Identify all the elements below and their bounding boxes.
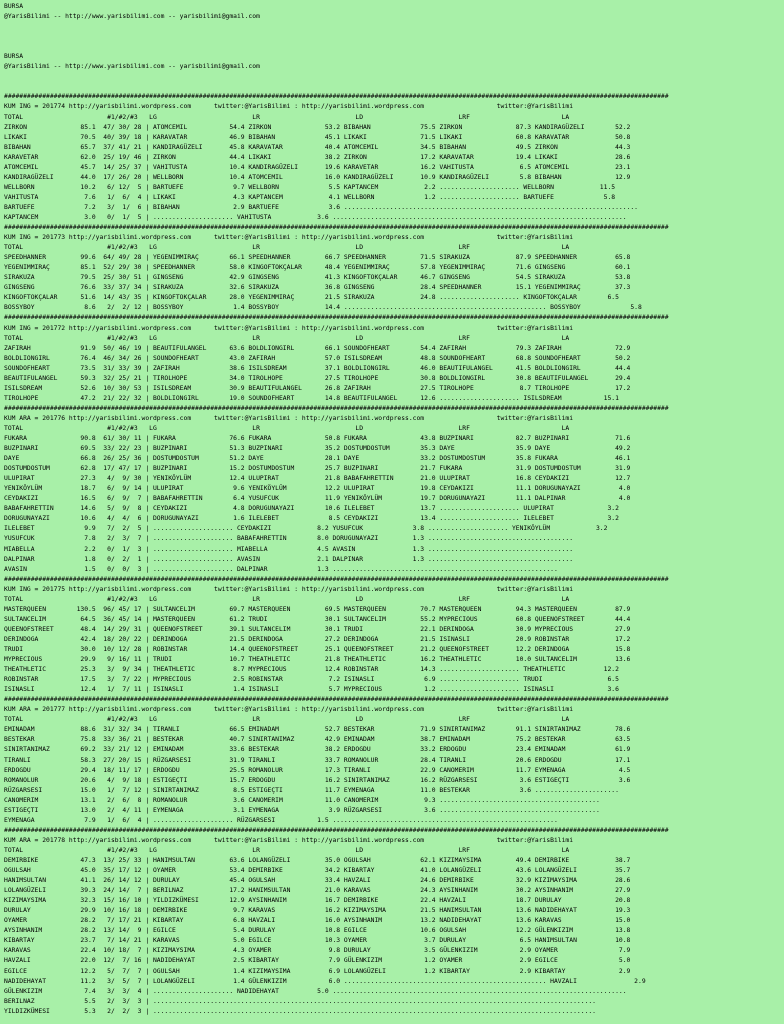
text-line: ULUPIRAT 27.3 4/ 9/ 30 | YENIKÖYLÜM 12.4 ULUPIRAT 21.8 BABAFAHRETTIN 21.0 ULUPIRAT 16.8 CEYDAKIZI 12.7 — [4, 475, 631, 483]
text-line: DALPINAR 1.8 0/ 2/ 1 | ..................... AVASIN 2.1 DALPINAR 1.3 ...................................... — [4, 555, 574, 563]
text-line: KARAVETAR 62.0 25/ 19/ 46 | ZIRKON 44.4 LIKAKI 38.2 ZIRKON 17.2 KARAVATAR 19.4 LIKAKI 28.6 — [4, 153, 631, 161]
text-line: BARTUEFE 7.2 3/ 1/ 6 | BIBAHAN 2.9 BARTUEFE 3.6 ............................................................................. — [4, 203, 638, 211]
text-line: KIBARTAY 23.7 7/ 14/ 21 | KARAVAS 5.0 EGILCE 10.3 OYAMER 3.7 DURULAY 6.5 HANIMSULTAN 10.8 — [4, 937, 631, 945]
text-line: ############################################################################################################################################################################## — [4, 224, 669, 232]
text-line: DORUGUNAYAZI 10.6 4/ 4/ 6 | DORUGUNAYAZI 1.6 ILELEBET 8.5 CEYDAKIZI 13.4 ..................... ILELEBET 3.2 — [4, 515, 619, 523]
text-line: DAYE 66.8 26/ 25/ 36 | DOSTUMDOSTUM 51.2 DAYE 28.1 DAYE 33.2 DOSTUMDOSTUM 35.8 FUKARA 46.1 — [4, 455, 631, 463]
text-line: YILDIZKÜMESI 5.3 2/ 2/ 3 | .................................................................................................................... — [4, 1007, 596, 1015]
text-line: BURSA — [4, 53, 24, 61]
text-line: MIABELLA 2.2 0/ 1/ 3 | ..................... MIABELLA 4.5 AVASIN 1.3 ...................................... — [4, 545, 574, 553]
text-line: BIBAHAN 65.7 37/ 41/ 21 | KANDIRAGÜZELI 45.8 KARAVATAR 40.4 ATOMCEMIL 34.5 BIBAHAN 49.5 ZIRKON 44.3 — [4, 143, 631, 151]
text-line: ZAFIRAH 91.9 50/ 46/ 19 | BEAUTIFULANGEL 63.6 BOLDLIONGIRL 66.1 SOUNDOFHEART 54.4 ZAFIRAH 79.3 ZAFIRAH 72.9 — [4, 344, 631, 352]
text-line: OYAMER 28.2 7/ 17/ 21 | KIBARTAY 6.8 HAVZALI 16.0 AYSINHANIM 13.2 NADIDEHAYAT 13.6 KARAVAS 15.0 — [4, 917, 631, 925]
text-line: KAPTANCEM 3.0 0/ 1/ 5 | ..................... VAHITUSTA 3.6 ............................................................................. — [4, 213, 627, 221]
text-line: SOUNDOFHEART 73.5 31/ 33/ 39 | ZAFIRAH 38.6 ISILSDREAM 37.1 BOLDLIONGIRL 46.0 BEAUTIFULANGEL 41.5 BOLDLIONGIRL 44.4 — [4, 364, 631, 372]
text-line: WELLBORN 10.2 6/ 12/ 5 | BARTUEFE 9.7 WELLBORN 5.5 KAPTANCEM 2.2 ..................... WELLBORN 11.5 — [4, 183, 616, 191]
text-line: DEMIRBIKE 47.3 13/ 25/ 33 | HANIMSULTAN 63.6 LOLANGÜZELI 35.0 OGULSAH 62.1 KIZIMAYSIMA 49.4 DEMIRBIKE 38.7 — [4, 856, 631, 864]
text-line: KINGOFTOKÇALAR 51.6 14/ 43/ 35 | KINGOFTOKÇALAR 28.0 YEGENIMMIRAÇ 21.5 SIRAKUZA 24.8 ..................... KINGOFTOKÇALAR 6.5 — [4, 294, 619, 302]
text-line: KUM ING = 201775 http://yarisbilimi.wordpress.com twitter:@YarisBilimi : http://yarisbilimi.wordpress.com twitter:@YarisBilimi — [4, 585, 574, 593]
text-line: ############################################################################################################################################################################## — [4, 93, 669, 101]
text-line: BOSSYBOY 8.6 2/ 2/ 12 | BOSSYBOY 1.4 BOSSYBOY 14.4 ..................................................... BOSSYBOY 5.8 — [4, 304, 642, 312]
text-line: TOTAL #1/#2/#3 LG LR LD LRF LA — [4, 424, 570, 432]
text-line: TIRANLI 58.3 27/ 20/ 15 | RÜZGARSESI 31.9 TIRANLI 33.7 ROMANOLUR 28.4 TIRANLI 20.6 ERDOGDU 17.1 — [4, 756, 631, 764]
text-line: TOTAL #1/#2/#3 LG LR LD LRF LA — [4, 716, 570, 724]
text-line: ILELEBET 9.9 7/ 2/ 5 | ..................... CEYDAKIZI 8.2 YUSUFCUK 3.8 ..................... YENIKÖYLÜM 3.2 — [4, 525, 608, 533]
text-line: LOLANGÜZELI 39.3 24/ 14/ 7 | BERILNAZ 17.2 HANIMSULTAN 21.0 KARAVAS 24.3 AYSINHANIM 30.2 AYSINHANIM 27.9 — [4, 887, 631, 895]
text-line: YENIKÖYLÜM 18.7 6/ 9/ 14 | ULUPIRAT 9.6 YENIKÖYLÜM 12.2 ULUPIRAT 19.8 CEYDAKIZI 11.1 DORUGUNAYAZI 4.0 — [4, 485, 631, 493]
text-line: GINGSENG 76.6 33/ 37/ 34 | SIRAKUZA 32.6 SIRAKUZA 36.8 GINGSENG 28.4 SPEEDHANNER 15.1 YEGENIMMIRAÇ 37.3 — [4, 284, 631, 292]
text-line: BOLDLIONGIRL 76.4 46/ 34/ 26 | SOUNDOFHEART 43.0 ZAFIRAH 57.0 ISILSDREAM 48.8 SOUNDOFHEART 68.8 SOUNDOFHEART 50.2 — [4, 354, 631, 362]
text-line: EMINADAM 88.6 31/ 32/ 34 | TIRANLI 66.5 EMINADAM 52.7 BESTEKAR 71.9 SINIRTANIMAZ 91.1 SINIRTANIMAZ 78.6 — [4, 726, 631, 734]
text-line: ZIRKON 85.1 47/ 30/ 28 | ATOMCEMIL 54.4 ZIRKON 53.2 BIBAHAN 75.5 ZIRKON 87.3 KANDIRAGÜZELI 52.2 — [4, 123, 631, 131]
text-line: MYPRECIOUS 29.9 9/ 16/ 11 | TRUDI 10.7 THEATHLETIC 21.8 THEATHLETIC 16.2 THEATHLETIC 10.0 SULTANCELIM 13.6 — [4, 656, 631, 664]
text-line: DERINDOGA 42.4 18/ 20/ 22 | DERINDOGA 21.5 DERINDOGA 27.2 DERINDOGA 21.5 ISINASLI 20.9 ROBINSTAR 17.2 — [4, 635, 631, 643]
text-line: ERDOGDU 29.4 18/ 11/ 17 | ERDOGDU 25.5 ROMANOLUR 17.3 TIRANLI 22.9 CANOMERIM 11.7 EYMENAGA 4.5 — [4, 766, 631, 774]
text-line: BESTEKAR 75.8 33/ 36/ 21 | BESTEKAR 40.7 SINIRTANIMAZ 42.9 EMINADAM 38.7 EMINADAM 75.2 BESTEKAR 63.5 — [4, 736, 631, 744]
text-line: THEATHLETIC 25.3 3/ 9/ 34 | THEATHLETIC 8.7 MYPRECIOUS 12.4 ROBINSTAR 14.3 ..................... THEATHLETIC 12.2 — [4, 666, 619, 674]
text-line: SIRAKUZA 79.5 25/ 30/ 51 | GINGSENG 42.9 GINGSENG 41.3 KINGOFTOKÇALAR 46.7 GINGSENG 54.5 SIRAKUZA 53.8 — [4, 274, 631, 282]
text-line — [4, 72, 780, 82]
text-line: @YarisBilimi -- http://www.yarisbilimi.com -- yarisbilimi@gmail.com — [4, 13, 260, 21]
text-line: BERILNAZ 5.5 2/ 3/ 3 | .................................................................................................................... — [4, 997, 596, 1005]
text-line: YUSUFCUK 7.8 2/ 3/ 7 | ..................... BABAFAHRETTIN 8.0 DORUGUNAYAZI 1.3 ...................................... — [4, 535, 574, 543]
text-line: KUM ING = 201773 http://yarisbilimi.wordpress.com twitter:@YarisBilimi : http://yarisbilimi.wordpress.com twitter:@YarisBilimi — [4, 234, 574, 242]
text-line: TRUDI 30.0 10/ 12/ 28 | ROBINSTAR 14.4 QUEENOFSTREET 25.1 QUEENOFSTREET 21.2 QUEENOFSTREET 12.2 DERINDOGA 15.8 — [4, 646, 631, 653]
text-line: SULTANCELIM 64.5 36/ 45/ 14 | MASTERQUEEN 61.2 TRUDI 30.1 SULTANCELIM 55.2 MYPRECIOUS 60.8 QUEENOFSTREET 44.4 — [4, 615, 631, 623]
text-line: KANDIRAGÜZELI 44.0 17/ 26/ 20 | WELLBORN 10.4 ATOMCEMIL 16.0 KANDIRAGÜZELI 10.9 KANDIRAGÜZELI 5.8 BIBAHAN 12.9 — [4, 173, 631, 181]
text-line: FUKARA 90.8 61/ 30/ 11 | FUKARA 76.6 FUKARA 50.8 FUKARA 43.8 BUZPINARI 82.7 BUZPINARI 71.6 — [4, 435, 631, 443]
text-line — [4, 82, 780, 92]
text-line: TOTAL #1/#2/#3 LG LR LD LRF LA — [4, 113, 570, 121]
text-line: ROMANOLUR 20.6 4/ 9/ 18 | ESTIGEÇTI 15.7 ERDOGDU 16.2 SINIRTANIMAZ 16.2 RÜZGARSESI 3.6 ESTIGEÇTI 3.6 — [4, 776, 631, 784]
text-line: SINIRTANIMAZ 69.2 33/ 21/ 12 | EMINADAM 33.6 BESTEKAR 38.2 ERDOGDU 33.2 ERDOGDU 23.4 EMINADAM 61.9 — [4, 746, 631, 754]
document-body — [4, 2, 780, 1017]
text-line: KUM ARA = 201776 http://yarisbilimi.wordpress.com twitter:@YarisBilimi : http://yarisbilimi.wordpress.com twitter:@YarisBilimi — [4, 414, 574, 422]
text-line: LIKAKI 70.5 40/ 39/ 18 | KARAVATAR 46.9 BIBAHAN 45.1 LIKAKI 71.5 LIKAKI 60.8 KARAVATAR 50.8 — [4, 133, 631, 141]
text-line: EGILCE 12.2 5/ 7/ 7 | OGULSAH 1.4 KIZIMAYSIMA 6.9 LOLANGÜZELI 1.2 KIBARTAY 2.9 KIBARTAY 2.9 — [4, 967, 631, 975]
text-line: ############################################################################################################################################################################## — [4, 575, 669, 583]
text-line: YEGENIMMIRAÇ 85.1 52/ 29/ 30 | SPEEDHANNER 58.0 KINGOFTOKÇALAR 48.4 YEGENIMMIRAÇ 57.8 YEGENIMMIRAÇ 71.6 GINGSENG 60.1 — [4, 264, 631, 272]
text-line: KIZIMAYSIMA 32.3 15/ 16/ 10 | YILDIZKÜMESI 12.9 AYSINHANIM 16.7 DEMIRBIKE 22.4 HAVZALI 18.7 DURULAY 20.8 — [4, 897, 631, 905]
text-line: KUM ARA = 201777 http://yarisbilimi.wordpress.com twitter:@YarisBilimi : http://yarisbilimi.wordpress.com twitter:@YarisBilimi — [4, 706, 574, 714]
text-line: ISILSDREAM 52.6 10/ 30/ 53 | ISILSDREAM 30.9 BEAUTIFULANGEL 26.8 ZAFIRAH 27.5 TIROLHOPE 8.7 TIROLHOPE 17.2 — [4, 384, 631, 392]
text-line: AYSINHANIM 28.2 13/ 14/ 9 | EGILCE 5.4 DURULAY 10.8 EGILCE 10.6 OGULSAH 12.2 GÜLENKIZIM 13.8 — [4, 927, 631, 935]
text-line: KUM ARA = 201778 http://yarisbilimi.wordpress.com twitter:@YarisBilimi : http://yarisbilimi.wordpress.com twitter:@YarisBilimi — [4, 836, 574, 844]
text-line: DOSTUMDOSTUM 62.8 17/ 47/ 17 | BUZPINARI 15.2 DOSTUMDOSTUM 25.7 BUZPINARI 21.7 FUKARA 31.9 DOSTUMDOSTUM 31.9 — [4, 465, 631, 473]
text-line: AVASIN 1.5 0/ 0/ 3 | ..................... DALPINAR 1.3 ........................................................... — [4, 565, 558, 573]
text-line: KARAVAS 22.4 10/ 18/ 7 | KIZIMAYSIMA 4.3 OYAMER 9.8 DURULAY 3.5 GÜLENKIZIM 2.9 OYAMER 7.9 — [4, 947, 631, 955]
text-line: ESTIGEÇTI 13.0 2/ 4/ 11 | EYMENAGA 3.1 EYMENAGA 3.9 RÜZGARSESI 3.6 .......................................... — [4, 806, 600, 814]
text-line: CEYDAKIZI 16.5 6/ 9/ 7 | BABAFAHRETTIN 6.4 YUSUFCUK 11.9 YENIKÖYLÜM 19.7 DORUGUNAYAZI 11.1 DALPINAR 4.0 — [4, 495, 631, 503]
text-line: @YarisBilimi -- http://www.yarisbilimi.com -- yarisbilimi@gmail.com — [4, 63, 260, 71]
text-line: TOTAL #1/#2/#3 LG LR LD LRF LA — [4, 244, 570, 252]
text-line — [4, 22, 780, 32]
text-line: DURULAY 29.9 10/ 16/ 18 | DEMIRBIKE 9.7 KARAVAS 16.2 KIZIMAYSIMA 21.5 HANIMSULTAN 13.6 NADIDEHAYAT 19.3 — [4, 907, 631, 915]
text-line: ############################################################################################################################################################################## — [4, 404, 669, 412]
text-line: NADIDEHAYAT 11.2 3/ 5/ 7 | LOLANGÜZELI 1.4 GÜLENKIZIM 6.0 ..................................................... HAVZALI 2.9 — [4, 977, 646, 985]
text-line: HANIMSULTAN 41.1 26/ 14/ 12 | DURULAY 45.4 OGULSAH 33.4 HAVZALI 24.6 DEMIRBIKE 32.9 KIZIMAYSIMA 28.6 — [4, 877, 631, 885]
text-line: SPEEDHANNER 99.6 64/ 49/ 28 | YEGENIMMIRAÇ 66.1 SPEEDHANNER 66.7 SPEEDHANNER 71.5 SIRAKUZA 87.9 SPEEDHANNER 65.8 — [4, 254, 631, 262]
text-line: BABAFAHRETTIN 14.6 5/ 9/ 8 | CEYDAKIZI 4.8 DORUGUNAYAZI 10.6 ILELEBET 13.7 ..................... ULUPIRAT 3.2 — [4, 505, 619, 513]
text-line: ############################################################################################################################################################################## — [4, 696, 669, 704]
text-line: ############################################################################################################################################################################## — [4, 826, 669, 834]
text-line: BEAUTIFULANGEL 59.3 32/ 25/ 21 | TIROLHOPE 34.0 TIROLHOPE 27.5 TIROLHOPE 30.8 BOLDLIONGIRL 30.8 BEAUTIFULANGEL 29.4 — [4, 374, 631, 382]
text-line: TIROLHOPE 47.2 21/ 22/ 32 | BOLDLIONGIRL 19.0 SOUNDOFHEART 14.8 BEAUTIFULANGEL 12.6 ..................... ISILSDREAM 15.1 — [4, 394, 619, 402]
text-line: TOTAL #1/#2/#3 LG LR LD LRF LA — [4, 846, 570, 854]
text-line: BURSA — [4, 3, 24, 10]
text-line: RÜZGARSESI 15.0 1/ 7/ 12 | SINIRTANIMAZ 8.5 ESTIGEÇTI 11.7 EYMENAGA 11.0 BESTEKAR 3.6 ...................... — [4, 786, 619, 794]
text-line — [4, 42, 780, 52]
text-line: KUM ING = 201772 http://yarisbilimi.wordpress.com twitter:@YarisBilimi : http://yarisbilimi.wordpress.com twitter:@YarisBilimi — [4, 324, 574, 332]
text-line — [4, 32, 780, 42]
text-line: TOTAL #1/#2/#3 LG LR LD LRF LA — [4, 595, 570, 603]
text-line: ATOMCEMIL 45.7 14/ 25/ 37 | VAHITUSTA 10.4 KANDIRAGÜZELI 19.6 KARAVETAR 16.2 VAHITUSTA 6.5 ATOMCEMIL 23.1 — [4, 163, 631, 171]
text-line: CANOMERIM 13.1 2/ 6/ 8 | ROMANOLUR 3.6 CANOMERIM 11.0 CANOMERIM 9.3 .......................................... — [4, 796, 600, 804]
text-line: BUZPINARI 69.5 33/ 22/ 23 | BUZPINARI 51.3 BUZPINARI 35.2 DOSTUMDOSTUM 35.3 DAYE 35.9 DAYE 49.2 — [4, 445, 631, 453]
text-line: GÜLENKIZIM 7.4 3/ 3/ 4 | ..................... NADIDEHAYAT 5.0 ............................................................................. — [4, 987, 627, 995]
text-line: HAVZALI 22.0 12/ 7/ 16 | NADIDEHAYAT 2.5 KIBARTAY 7.9 GÜLENKIZIM 1.2 OYAMER 2.9 EGILCE 5.0 — [4, 957, 631, 965]
text-line: MASTERQUEEN 130.5 96/ 45/ 17 | SULTANCELIM 69.7 MASTERQUEEN 69.5 MASTERQUEEN 70.7 MASTERQUEEN 94.3 MASTERQUEEN 87.9 — [4, 605, 631, 613]
text-line: ISINASLI 12.4 1/ 7/ 11 | ISINASLI 1.4 ISINASLI 5.7 MYPRECIOUS 1.2 ..................... ISINASLI 3.6 — [4, 686, 619, 694]
text-line: ROBINSTAR 17.5 3/ 7/ 22 | MYPRECIOUS 2.5 ROBINSTAR 7.2 ISINASLI 6.9 ..................... TRUDI 6.5 — [4, 676, 619, 684]
text-line: KUM ING = 201774 http://yarisbilimi.wordpress.com twitter:@YarisBilimi : http://yarisbilimi.wordpress.com twitter:@YarisBilimi — [4, 103, 574, 111]
text-line: EYMENAGA 7.9 1/ 6/ 4 | ..................... RÜZGARSESI 1.5 ........................................................... — [4, 816, 558, 824]
text-line: QUEENOFSTREET 48.4 14/ 29/ 31 | QUEENOFSTREET 39.1 SULTANCELIM 30.1 TRUDI 22.1 DERINDOGA 30.9 MYPRECIOUS 27.9 — [4, 625, 631, 633]
text-line: ############################################################################################################################################################################## — [4, 314, 669, 322]
text-line: TOTAL #1/#2/#3 LG LR LD LRF LA — [4, 334, 570, 342]
text-line: OGULSAH 45.0 35/ 17/ 12 | OYAMER 53.4 DEMIRBIKE 34.2 KIBARTAY 41.0 LOLANGÜZELI 43.6 LOLANGÜZELI 35.7 — [4, 867, 631, 875]
text-line: VAHITUSTA 7.6 1/ 6/ 4 | LIKAKI 4.3 KAPTANCEM 4.1 WELLBORN 1.2 ..................... BARTUEFE 5.8 — [4, 193, 616, 201]
